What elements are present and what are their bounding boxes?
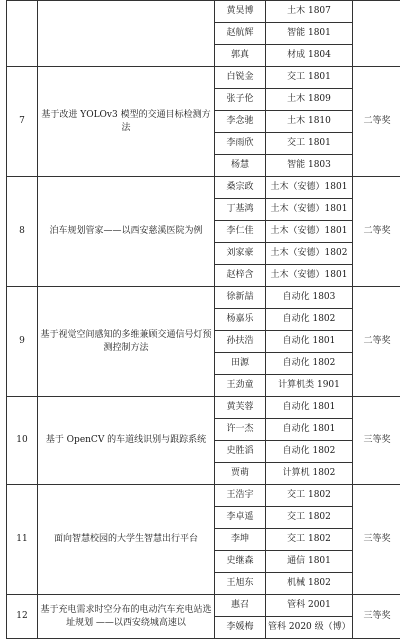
member-major-class: 自动化 1802 (266, 309, 353, 331)
member-name: 王旭东 (215, 573, 266, 595)
member-major-class: 交工 1801 (266, 67, 353, 89)
member-name: 徐新喆 (215, 287, 266, 309)
member-major-class: 智能 1801 (266, 23, 353, 45)
member-major-class: 交工 1802 (266, 507, 353, 529)
member-major-class: 自动化 1801 (266, 419, 353, 441)
member-name: 惠召 (215, 595, 266, 617)
award-level: 三等奖 (353, 595, 400, 639)
project-title-cell (38, 397, 215, 485)
member-major-class: 自动化 1801 (266, 331, 353, 353)
project-title-cell (38, 177, 215, 287)
entry-number: 8 (7, 177, 38, 287)
table-row (7, 485, 400, 507)
table-row (7, 397, 400, 419)
member-name: 王劲童 (215, 375, 266, 397)
member-major-class: 材成 1804 (266, 45, 353, 67)
member-major-class: 土木 1807 (266, 1, 353, 23)
table-row (7, 67, 400, 89)
member-major-class: 管科 2020 级（博） (266, 617, 353, 639)
member-major-class: 土木（安德）1801 (266, 221, 353, 243)
member-major-class: 交工 1802 (266, 485, 353, 507)
member-name: 史继森 (215, 551, 266, 573)
project-title: 基于视觉空间感知的多维兼顾交通信号灯预测控制方法 (40, 329, 212, 355)
member-major-class: 机械 1802 (266, 573, 353, 595)
member-name: 许一杰 (215, 419, 266, 441)
member-name: 郭真 (215, 45, 266, 67)
member-major-class: 管科 2001 (266, 595, 353, 617)
member-major-class: 交工 1802 (266, 529, 353, 551)
project-title: 基于 OpenCV 的车道线识别与跟踪系统 (46, 434, 206, 447)
member-major-class: 自动化 1801 (266, 397, 353, 419)
member-name: 赵梓含 (215, 265, 266, 287)
member-major-class: 计算机 1802 (266, 463, 353, 485)
member-name: 李仁佳 (215, 221, 266, 243)
member-name: 李坤 (215, 529, 266, 551)
entry-number: 7 (7, 67, 38, 177)
member-name: 李媛梅 (215, 617, 266, 639)
member-major-class: 土木（安德）1801 (266, 177, 353, 199)
table-row (7, 595, 400, 617)
member-major-class: 土木 1809 (266, 89, 353, 111)
project-title: 面向智慧校园的大学生智慧出行平台 (54, 533, 198, 546)
member-name: 孙扶浩 (215, 331, 266, 353)
member-major-class: 土木（安德）1801 (266, 199, 353, 221)
member-name: 黄芙蓉 (215, 397, 266, 419)
member-major-class: 智能 1803 (266, 155, 353, 177)
entry-number: 10 (7, 397, 38, 485)
project-title-cell (38, 1, 215, 67)
member-name: 王浩宇 (215, 485, 266, 507)
member-name: 黄昊博 (215, 1, 266, 23)
project-title: 泊车规划管家——以西安慈溪医院为例 (49, 225, 202, 238)
project-title: 基于改进 YOLOv3 模型的交通目标检测方法 (40, 109, 212, 135)
table-row (7, 1, 400, 23)
project-title-cell (38, 595, 215, 639)
member-major-class: 土木（安德）1801 (266, 265, 353, 287)
member-name: 赵航辉 (215, 23, 266, 45)
award-level (353, 1, 400, 67)
entry-number: 11 (7, 485, 38, 595)
member-name: 杨慧 (215, 155, 266, 177)
project-title: 基于充电需求时空分布的电动汽车充电站选址规划 ——以西安绕城高速以 (40, 604, 212, 630)
member-name: 田源 (215, 353, 266, 375)
member-major-class: 自动化 1802 (266, 441, 353, 463)
award-level: 二等奖 (353, 67, 400, 177)
table-row (7, 287, 400, 309)
member-major-class: 通信 1801 (266, 551, 353, 573)
award-level: 二等奖 (353, 177, 400, 287)
entry-number (7, 1, 38, 67)
member-name: 李卓遥 (215, 507, 266, 529)
awards-table (6, 0, 400, 639)
entry-number: 9 (7, 287, 38, 397)
member-name: 桑宗政 (215, 177, 266, 199)
member-major-class: 交工 1801 (266, 133, 353, 155)
award-level: 三等奖 (353, 397, 400, 485)
award-level: 三等奖 (353, 485, 400, 595)
project-title-cell (38, 485, 215, 595)
project-title-cell (38, 287, 215, 397)
member-name: 杨嘉乐 (215, 309, 266, 331)
member-name: 白锐金 (215, 67, 266, 89)
entry-number: 12 (7, 595, 38, 639)
project-title-cell (38, 67, 215, 177)
member-name: 李念驰 (215, 111, 266, 133)
member-major-class: 自动化 1802 (266, 353, 353, 375)
member-name: 史胜滔 (215, 441, 266, 463)
award-level: 二等奖 (353, 287, 400, 397)
member-major-class: 自动化 1803 (266, 287, 353, 309)
member-name: 李雨欣 (215, 133, 266, 155)
member-major-class: 土木（安德）1802 (266, 243, 353, 265)
member-name: 刘家豪 (215, 243, 266, 265)
member-major-class: 计算机类 1901 (266, 375, 353, 397)
table-row (7, 177, 400, 199)
member-name: 张子伦 (215, 89, 266, 111)
member-name: 贾萌 (215, 463, 266, 485)
member-major-class: 土木 1810 (266, 111, 353, 133)
member-name: 丁基鸿 (215, 199, 266, 221)
